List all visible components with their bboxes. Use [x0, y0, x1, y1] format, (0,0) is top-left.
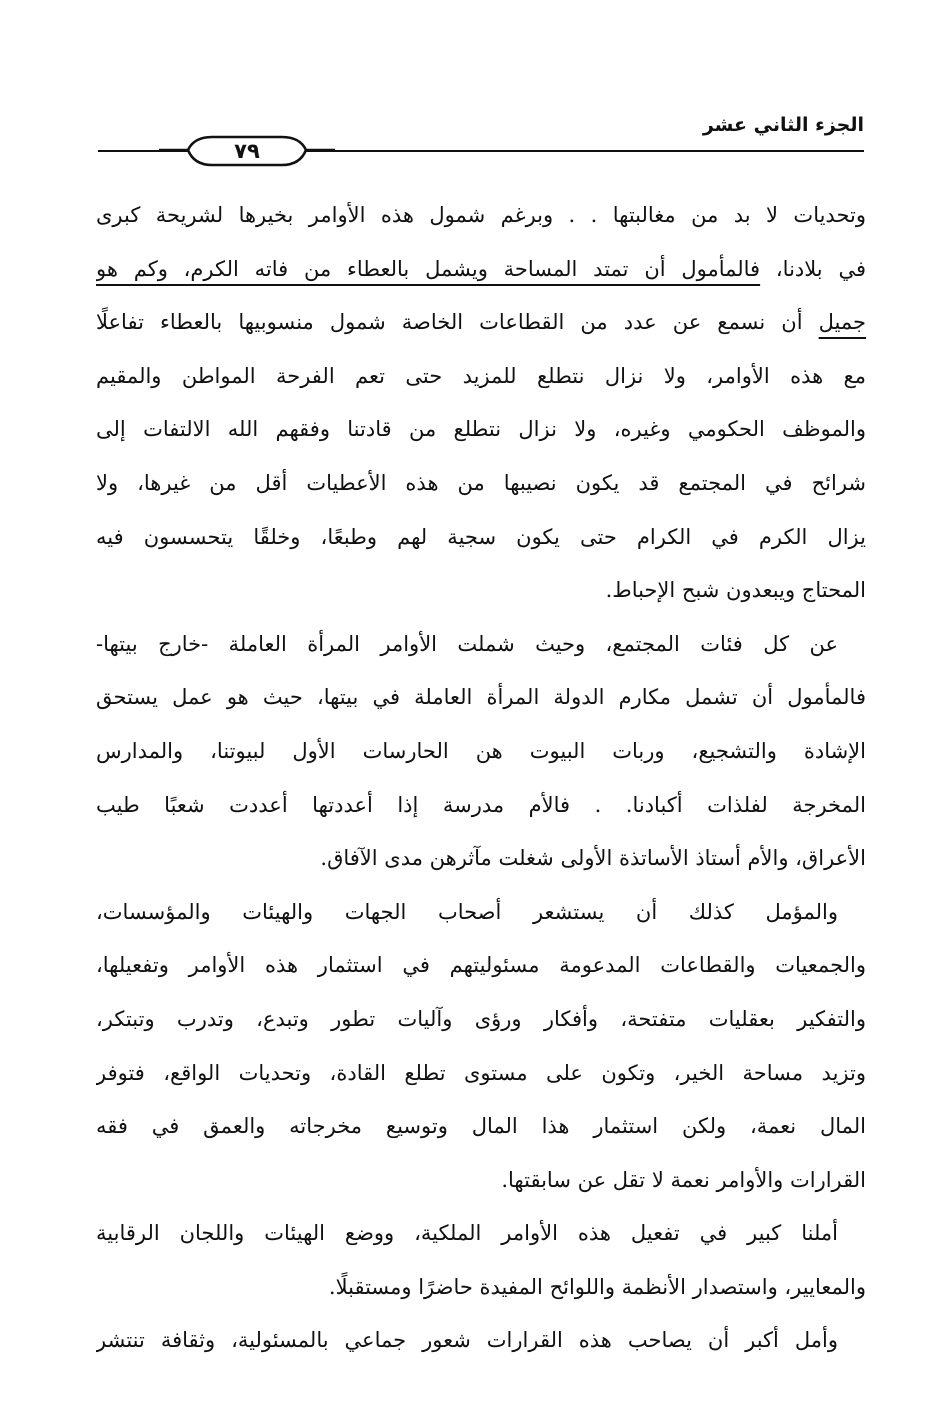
text-line-22: وأمل أكبر أن يصاحب هذه القرارات شعور جماعي بالمسئولية، وثقافة تنتشر — [96, 1328, 838, 1353]
text-line-10: فالمأمول أن تشمل مكارم الدولة المرأة العاملة في بيتها، حيث هو عمل يستحق — [96, 685, 866, 710]
underlined-word: جميل — [818, 310, 866, 335]
text-line-5: والموظف الحكومي وغيره، ولا نزال نتطلع من قادتنا وفقهم الله الالتفات إلى — [96, 417, 866, 442]
text-line-2-start: في بلادنا، — [760, 256, 866, 281]
text-line-3 — [96, 296, 866, 350]
text-line-7: يزال الكرم في الكرام حتى يكون سجية لهم وطبعًا، وخلقًا يتحسسون فيه — [96, 524, 866, 549]
text-line-1: وتحديات لا بد من مغالبتها . . وبرغم شمول هذه الأوامر بخيرها لشريحة كبرى — [96, 203, 866, 227]
page-header — [98, 112, 864, 172]
text-line-6: شرائح في المجتمع قد يكون نصيبها من هذه الأعطيات أقل من غيرها، ولا — [96, 470, 866, 495]
body-text — [96, 189, 866, 1368]
text-line-13: الأعراق، والأم أستاذ الأساتذة الأولى شغلت مآثرهن مدى الآفاق. — [320, 846, 866, 871]
text-line-16: والتفكير بعقليات متفتحة، وأفكار ورؤى وآليات تطور وتبدع، وتدرب وتبتكر، — [96, 1006, 866, 1031]
text-line-4: مع هذه الأوامر، ولا نزال نتطلع للمزيد حتى تعم الفرحة المواطن والمقيم — [96, 363, 866, 388]
text-line-9: عن كل فئات المجتمع، وحيث شملت الأوامر المرأة العاملة -خارج بيتها- — [96, 631, 838, 656]
text-line-17: وتزيد مساحة الخير، وتكون على مستوى تطلع القادة، وتحديات الواقع، فتوفر — [96, 1060, 866, 1085]
text-line-11: الإشادة والتشجيع، وربات البيوت هن الحارسات الأول لبيوتنا، والمدارس — [96, 738, 866, 763]
text-line-8: المحتاج ويبعدون شبح الإحباط. — [605, 578, 866, 603]
underlined-passage: فالمأمول أن تمتد المساحة ويشمل بالعطاء من فاته الكرم، وكم هو — [96, 256, 761, 281]
running-title: الجزء الثاني عشر — [702, 114, 864, 136]
text-line-2 — [96, 243, 866, 297]
text-line-19: القرارات والأوامر نعمة لا تقل عن سابقتها. — [501, 1167, 866, 1192]
text-line-3-rest: أن نسمع عن عدد من القطاعات الخاصة شمول منسوبيها بالعطاء تفاعلًا — [96, 310, 819, 335]
page-number-badge — [158, 134, 336, 168]
text-line-12: المخرجة لفلذات أكبادنا. . فالأم مدرسة إذا أعددتها أعددت شعبًا طيب — [96, 792, 866, 817]
text-line-20: أملنا كبير في تفعيل هذه الأوامر الملكية، ووضع الهيئات واللجان الرقابية — [96, 1221, 838, 1246]
text-line-21: والمعايير، واستصدار الأنظمة واللوائح المفيدة حاضرًا ومستقبلًا. — [328, 1274, 866, 1299]
text-line-15: والجمعيات والقطاعات المدعومة مسئوليتهم في استثمار هذه الأوامر وتفعيلها، — [96, 953, 866, 978]
page-number: ٧٩ — [234, 139, 260, 163]
text-line-14: والمؤمل كذلك أن يستشعر أصحاب الجهات والهيئات والمؤسسات، — [96, 899, 838, 924]
text-line-18: المال نعمة، ولكن استثمار هذا المال وتوسيع مخرجاته والعمق في فقه — [96, 1114, 866, 1139]
